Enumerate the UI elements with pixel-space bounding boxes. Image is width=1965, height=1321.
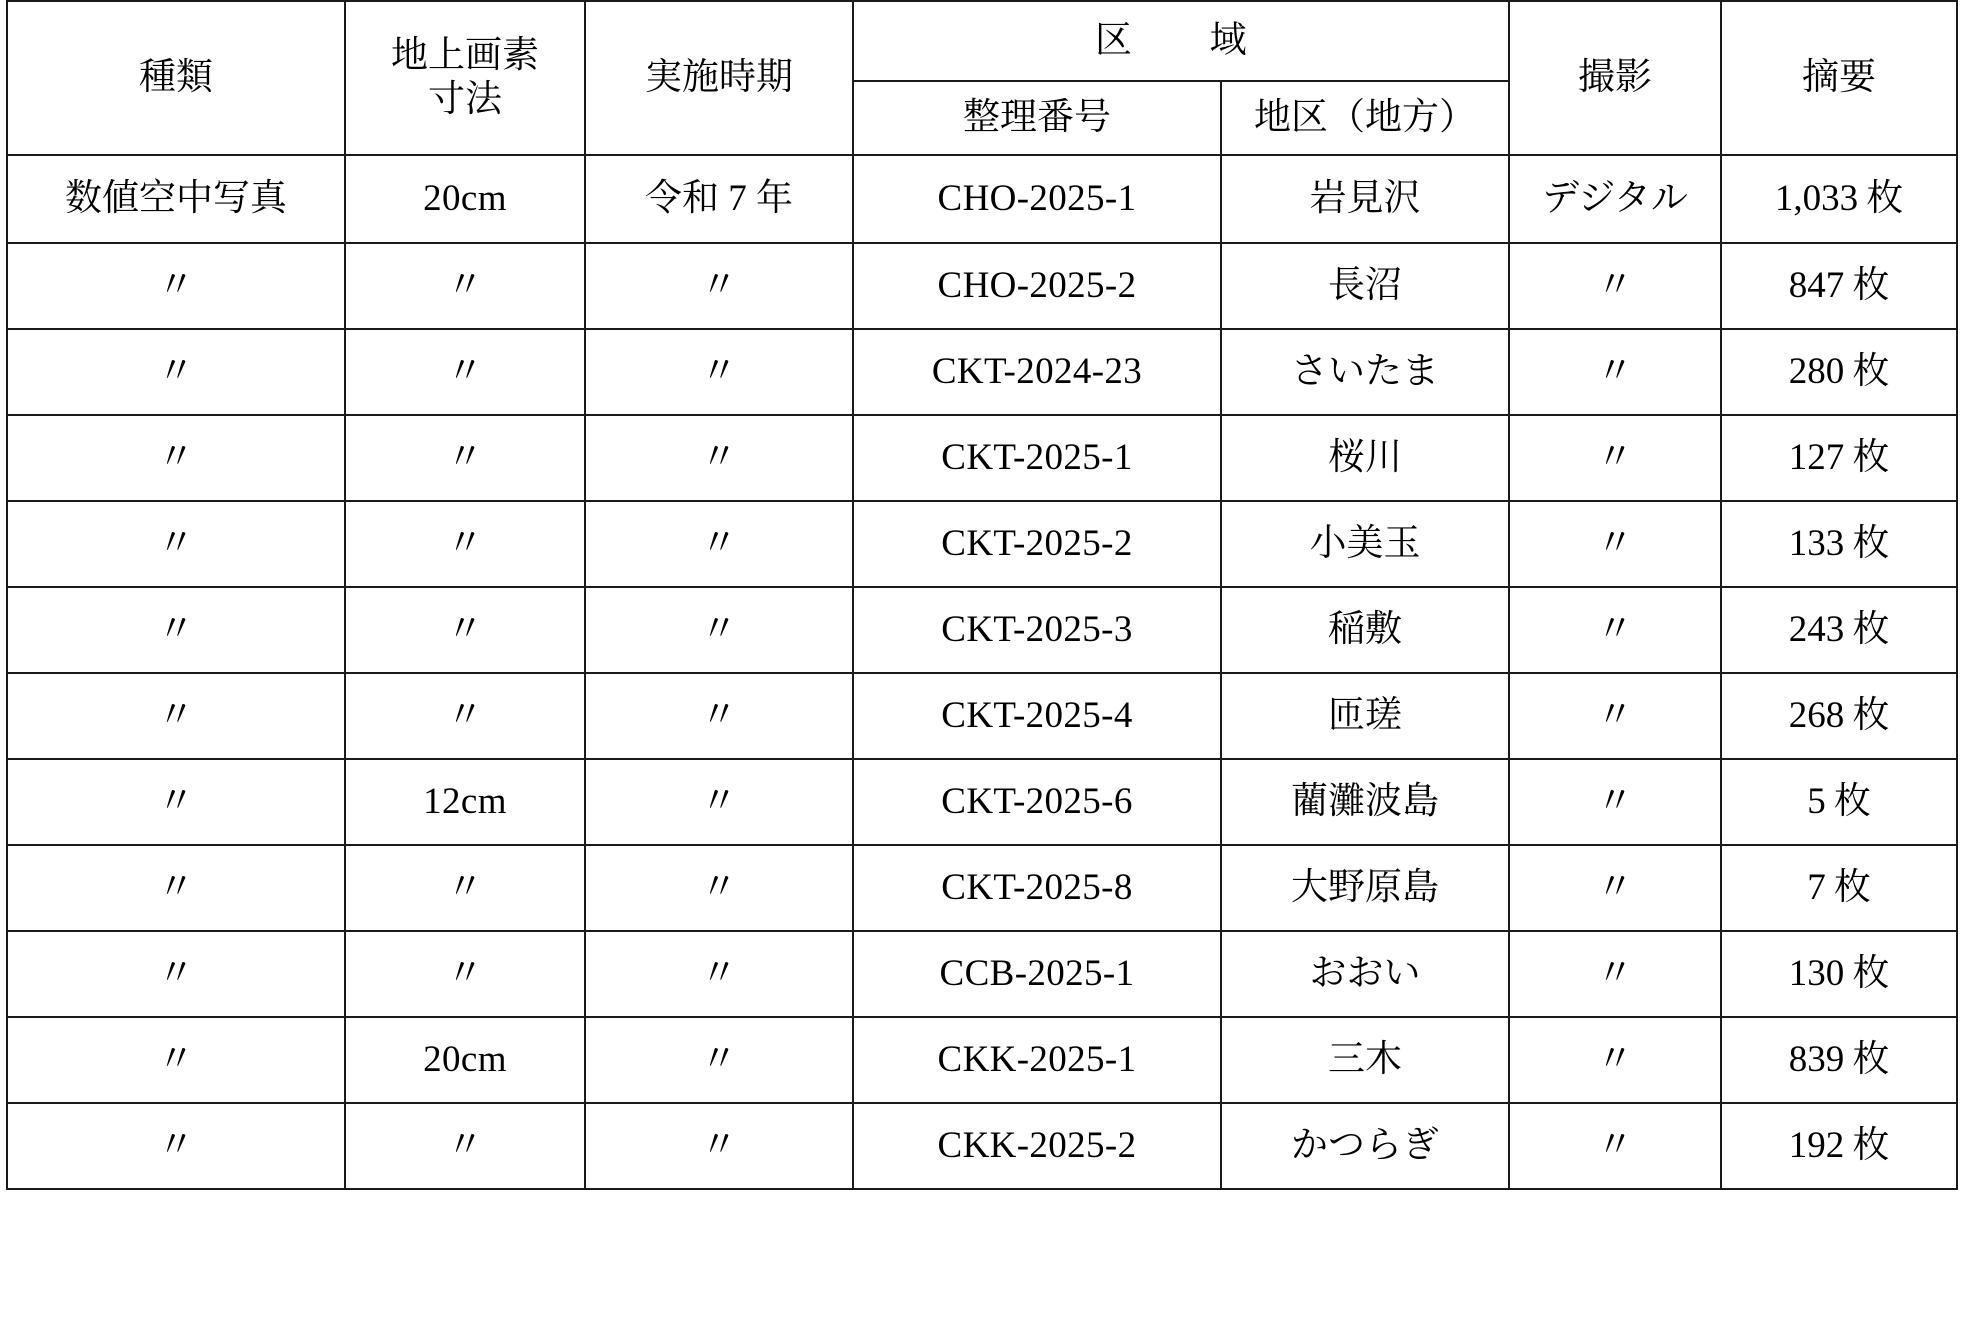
cell-camera: 〃 (1509, 587, 1721, 673)
cell-remarks-unit: 枚 (1852, 437, 1890, 479)
cell-gsd: 〃 (345, 329, 585, 415)
column-header-period: 実施時期 (585, 1, 853, 155)
column-header-district: 地区（地方） (1221, 81, 1509, 155)
cell-remarks (1721, 243, 1957, 329)
aerial-photo-table (6, 0, 1958, 1190)
column-header-ground-pixel-size (345, 1, 585, 155)
cell-reference-number: CKT-2025-3 (853, 587, 1221, 673)
cell-reference-number: CKT-2025-6 (853, 759, 1221, 845)
column-header-ground-pixel-size-line1: 地上画素 (391, 35, 539, 77)
cell-remarks-value: 130 (1788, 953, 1845, 995)
cell-district: 大野原島 (1221, 845, 1509, 931)
cell-camera: 〃 (1509, 845, 1721, 931)
cell-camera: 〃 (1509, 1103, 1721, 1189)
cell-gsd: 20cm (345, 155, 585, 243)
cell-district: さいたま (1221, 329, 1509, 415)
cell-period: 令和 7 年 (585, 155, 853, 243)
cell-period: 〃 (585, 1017, 853, 1103)
cell-camera: 〃 (1509, 673, 1721, 759)
cell-camera: デジタル (1509, 155, 1721, 243)
table-header-row-1 (7, 1, 1957, 81)
table-row (7, 587, 1957, 673)
cell-remarks-unit: 枚 (1833, 867, 1871, 909)
column-header-ground-pixel-size-line2: 寸法 (428, 79, 502, 120)
cell-remarks-value: 192 (1788, 1125, 1845, 1167)
cell-period: 〃 (585, 759, 853, 845)
cell-remarks (1721, 587, 1957, 673)
cell-remarks-value: 280 (1788, 351, 1845, 393)
cell-camera: 〃 (1509, 329, 1721, 415)
cell-kind: 〃 (7, 415, 345, 501)
table-row (7, 759, 1957, 845)
cell-kind: 〃 (7, 1017, 345, 1103)
cell-remarks-value: 127 (1788, 437, 1845, 479)
table-row (7, 1103, 1957, 1189)
cell-district: 小美玉 (1221, 501, 1509, 587)
cell-camera: 〃 (1509, 501, 1721, 587)
table-row (7, 673, 1957, 759)
cell-remarks-unit: 枚 (1866, 178, 1904, 220)
cell-period: 〃 (585, 587, 853, 673)
cell-reference-number: CHO-2025-2 (853, 243, 1221, 329)
cell-period: 〃 (585, 501, 853, 587)
cell-period: 〃 (585, 931, 853, 1017)
cell-period: 〃 (585, 845, 853, 931)
cell-remarks (1721, 329, 1957, 415)
table-row (7, 931, 1957, 1017)
cell-kind: 〃 (7, 587, 345, 673)
cell-remarks-unit: 枚 (1852, 1039, 1890, 1081)
cell-remarks-unit: 枚 (1833, 781, 1871, 823)
cell-reference-number: CKK-2025-2 (853, 1103, 1221, 1189)
cell-reference-number: CCB-2025-1 (853, 931, 1221, 1017)
table-row (7, 155, 1957, 243)
table-row (7, 845, 1957, 931)
cell-reference-number: CKT-2025-2 (853, 501, 1221, 587)
cell-district: 長沼 (1221, 243, 1509, 329)
cell-gsd: 〃 (345, 501, 585, 587)
cell-remarks-unit: 枚 (1852, 953, 1890, 995)
column-header-reference-number: 整理番号 (853, 81, 1221, 155)
cell-camera: 〃 (1509, 931, 1721, 1017)
cell-remarks (1721, 501, 1957, 587)
cell-reference-number: CKT-2025-8 (853, 845, 1221, 931)
cell-remarks-value: 847 (1788, 265, 1845, 307)
cell-period: 〃 (585, 673, 853, 759)
cell-gsd: 12cm (345, 759, 585, 845)
cell-reference-number: CKT-2025-1 (853, 415, 1221, 501)
cell-gsd: 〃 (345, 931, 585, 1017)
cell-remarks-unit: 枚 (1852, 351, 1890, 393)
cell-period: 〃 (585, 1103, 853, 1189)
cell-period: 〃 (585, 329, 853, 415)
cell-gsd: 〃 (345, 673, 585, 759)
cell-reference-number: CHO-2025-1 (853, 155, 1221, 243)
cell-gsd: 〃 (345, 587, 585, 673)
cell-remarks-unit: 枚 (1852, 265, 1890, 307)
table-row (7, 1017, 1957, 1103)
cell-remarks-unit: 枚 (1852, 523, 1890, 565)
cell-camera: 〃 (1509, 243, 1721, 329)
cell-reference-number: CKK-2025-1 (853, 1017, 1221, 1103)
cell-remarks (1721, 673, 1957, 759)
cell-district: 藺灘波島 (1221, 759, 1509, 845)
column-header-kind: 種類 (7, 1, 345, 155)
cell-kind: 数値空中写真 (7, 155, 345, 243)
table-row (7, 329, 1957, 415)
cell-district: かつらぎ (1221, 1103, 1509, 1189)
cell-remarks (1721, 415, 1957, 501)
table-body (7, 155, 1957, 1189)
cell-district: 稲敷 (1221, 587, 1509, 673)
cell-kind: 〃 (7, 243, 345, 329)
cell-period: 〃 (585, 243, 853, 329)
cell-remarks-unit: 枚 (1852, 1125, 1890, 1167)
cell-gsd: 〃 (345, 1103, 585, 1189)
column-header-area-group: 区 域 (853, 1, 1509, 81)
cell-remarks (1721, 1017, 1957, 1103)
cell-kind: 〃 (7, 329, 345, 415)
column-header-remarks: 摘要 (1721, 1, 1957, 155)
cell-district: おおい (1221, 931, 1509, 1017)
cell-camera: 〃 (1509, 1017, 1721, 1103)
cell-remarks-unit: 枚 (1852, 609, 1890, 651)
cell-remarks-value: 839 (1788, 1039, 1845, 1081)
cell-gsd: 〃 (345, 243, 585, 329)
cell-district: 三木 (1221, 1017, 1509, 1103)
cell-district: 岩見沢 (1221, 155, 1509, 243)
cell-gsd: 〃 (345, 845, 585, 931)
cell-gsd: 〃 (345, 415, 585, 501)
cell-gsd: 20cm (345, 1017, 585, 1103)
cell-kind: 〃 (7, 931, 345, 1017)
column-header-camera: 撮影 (1509, 1, 1721, 155)
cell-remarks (1721, 155, 1957, 243)
cell-remarks (1721, 845, 1957, 931)
cell-district: 桜川 (1221, 415, 1509, 501)
cell-reference-number: CKT-2024-23 (853, 329, 1221, 415)
cell-district: 匝瑳 (1221, 673, 1509, 759)
cell-remarks-unit: 枚 (1852, 695, 1890, 737)
cell-kind: 〃 (7, 673, 345, 759)
cell-remarks (1721, 931, 1957, 1017)
cell-remarks-value: 1,033 (1774, 178, 1859, 220)
table-row (7, 501, 1957, 587)
cell-kind: 〃 (7, 1103, 345, 1189)
cell-remarks-value: 5 (1807, 781, 1826, 823)
cell-remarks (1721, 759, 1957, 845)
cell-remarks-value: 268 (1788, 695, 1845, 737)
cell-period: 〃 (585, 415, 853, 501)
cell-remarks (1721, 1103, 1957, 1189)
table-row (7, 243, 1957, 329)
cell-remarks-value: 7 (1807, 867, 1826, 909)
cell-remarks-value: 243 (1788, 609, 1845, 651)
cell-reference-number: CKT-2025-4 (853, 673, 1221, 759)
cell-remarks-value: 133 (1788, 523, 1845, 565)
cell-kind: 〃 (7, 845, 345, 931)
cell-camera: 〃 (1509, 759, 1721, 845)
cell-kind: 〃 (7, 759, 345, 845)
cell-camera: 〃 (1509, 415, 1721, 501)
cell-kind: 〃 (7, 501, 345, 587)
table-header (7, 1, 1957, 155)
table-row (7, 415, 1957, 501)
